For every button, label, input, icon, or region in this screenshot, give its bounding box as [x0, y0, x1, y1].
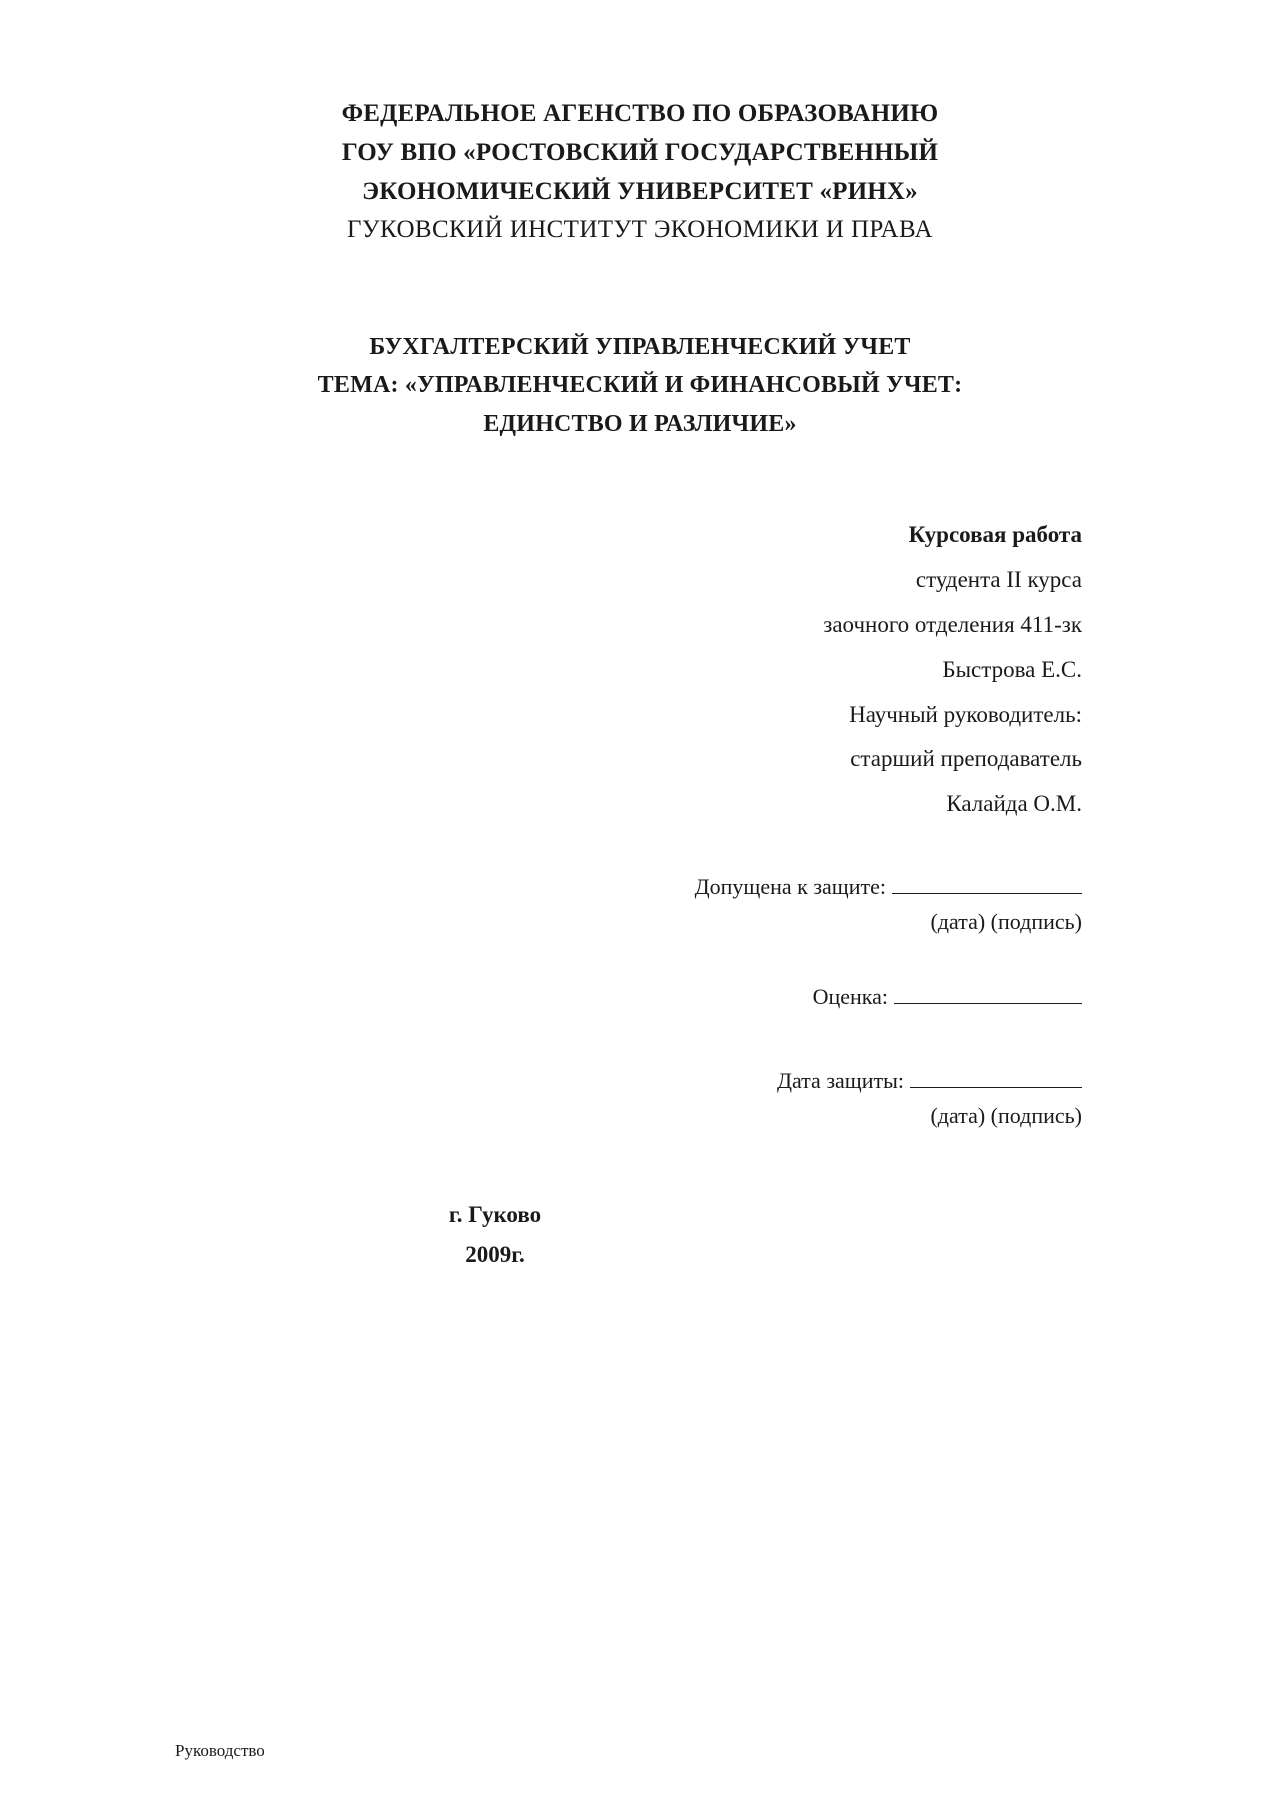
title-line-3: ЕДИНСТВО И РАЗЛИЧИЕ»	[483, 410, 797, 437]
defense-admission-rule	[892, 870, 1082, 894]
work-title	[180, 328, 1100, 443]
author-name: Быстрова Е.С.	[942, 656, 1082, 682]
grade-row	[180, 979, 1082, 1014]
city-label: г. Гуково	[448, 1202, 542, 1228]
spacer-2	[180, 1015, 1082, 1063]
work-type-label: Курсовая работа	[908, 522, 1082, 548]
spacer-1	[180, 939, 1082, 979]
defense-date-note: (дата) (подпись)	[930, 1102, 1082, 1128]
supervisor-position: старший преподаватель	[850, 746, 1082, 772]
defense-date-row	[180, 1063, 1082, 1098]
page-footer-label: Руководство	[175, 1741, 265, 1760]
institution-line-2: ГОУ ВПО «РОСТОВСКИЙ ГОСУДАРСТВЕННЫЙ	[341, 138, 939, 166]
author-department: заочного отделения 411-зк	[823, 611, 1082, 637]
author-info	[180, 513, 1100, 827]
institution-line-3: ЭКОНОМИЧЕСКИЙ УНИВЕРСИТЕТ «РИНХ»	[362, 177, 918, 205]
grade-rule	[894, 980, 1082, 1004]
supervisor-label: Научный руководитель:	[849, 701, 1082, 727]
defense-admission-note: (дата) (подпись)	[930, 909, 1082, 935]
institution-header	[180, 95, 1100, 250]
year-label: 2009г.	[465, 1242, 525, 1268]
defense-admission-row	[180, 869, 1082, 904]
title-page-content	[180, 95, 1100, 1276]
defense-date-rule	[910, 1064, 1082, 1088]
institution-line-4: ГУКОВСКИЙ ИНСТИТУТ ЭКОНОМИКИ И ПРАВА	[347, 216, 933, 244]
title-line-2: ТЕМА: «УПРАВЛЕНЧЕСКИЙ И ФИНАНСОВЫЙ УЧЕТ:	[317, 372, 963, 399]
admission-info	[180, 869, 1100, 1133]
grade-label: Оценка:	[812, 984, 888, 1010]
place-and-year	[180, 1195, 1100, 1276]
institution-line-1: ФЕДЕРАЛЬНОЕ АГЕНСТВО ПО ОБРАЗОВАНИЮ	[341, 100, 939, 127]
author-course: студента II курса	[915, 567, 1082, 593]
supervisor-name: Калайда О.М.	[946, 791, 1082, 817]
defense-date-label: Дата защиты:	[776, 1067, 904, 1093]
defense-admission-label: Допущена к защите:	[694, 874, 886, 900]
title-line-1: БУХГАЛТЕРСКИЙ УПРАВЛЕНЧЕСКИЙ УЧЕТ	[369, 334, 911, 360]
